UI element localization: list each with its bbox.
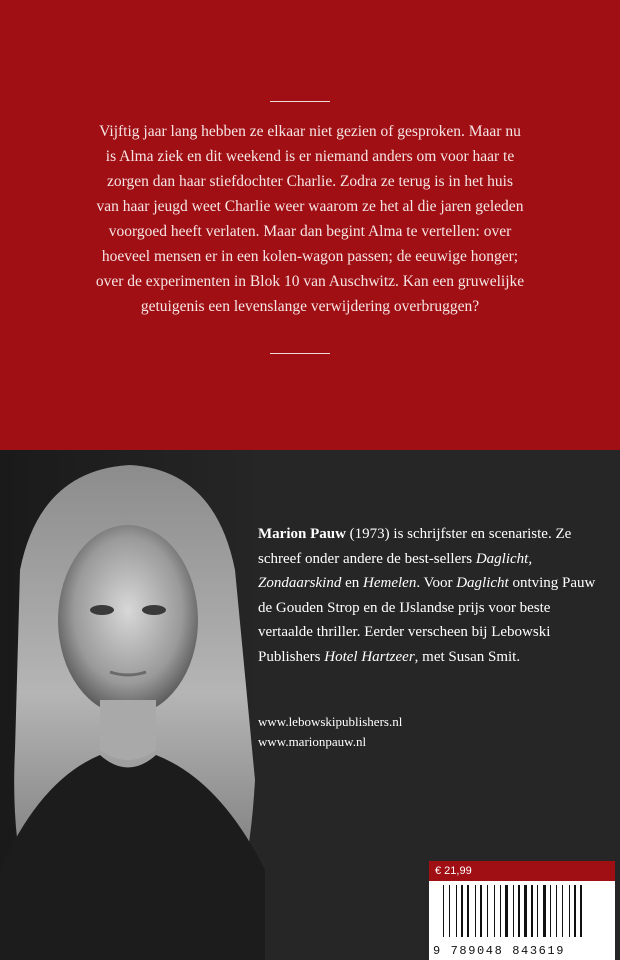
author-name: Marion Pauw: [258, 526, 346, 542]
barcode-bar: [487, 885, 488, 937]
barcode-bar: [562, 885, 563, 937]
author-bio: Marion Pauw (1973) is schrijfster en scenariste. Ze schreef onder andere de best-sellers Daglicht, Zondaarskind en Hemelen. Voor Daglicht ontving Pauw de Gouden Strop en de IJslandse prijs voor beste vertaalde thriller. Eerder verscheen bij Lebowski Publishers Hotel Hartzeer, met Susan Smit.: [258, 526, 596, 665]
barcode-bar: [513, 885, 514, 937]
barcode-bar: [543, 885, 546, 937]
author-photo: [0, 450, 265, 960]
isbn-barcode: [429, 881, 615, 960]
barcode-bar: [461, 885, 463, 937]
barcode-bar: [550, 885, 551, 937]
barcode-bars: [429, 881, 615, 941]
website-links: [258, 712, 558, 752]
barcode-bar: [494, 885, 495, 937]
barcode-bar: [500, 885, 501, 937]
top-divider: [270, 101, 330, 102]
barcode-bar: [518, 885, 520, 937]
barcode-bar: [449, 885, 450, 937]
barcode-bar: [556, 885, 557, 937]
book-title: Hemelen: [363, 575, 417, 591]
barcode-bar: [524, 885, 527, 937]
book-title: Zondaarskind: [258, 575, 342, 591]
barcode-bar: [537, 885, 538, 937]
barcode-bar: [505, 885, 508, 937]
barcode-bar: [569, 885, 570, 937]
barcode-bar: [456, 885, 457, 937]
isbn-number: 9 789048 843619: [433, 944, 566, 958]
top-panel: [0, 0, 620, 450]
barcode-bar: [580, 885, 582, 937]
bottom-divider: [270, 353, 330, 354]
barcode-bar: [475, 885, 476, 937]
book-blurb: Vijftig jaar lang hebben ze elkaar niet gezien of gesproken. Maar nu is Alma ziek en dit weekend is er niemand anders om voor haar te zorgen dan haar stiefdochter Charlie. Zodra ze terug is in het huis van haar jeugd weet Charlie weer waarom ze het al die jaren geleden voorgoed heeft verlaten. Maar dan begint Alma te vertellen: over hoeveel mensen er in een kolen-wagon passen; de eeuwige honger; over de experimenten in Blok 10 van Auschwitz. Kan een gruwelijke getuigenis een levenslange verwijdering overbruggen?: [95, 123, 525, 315]
book-title: Hotel Hartzeer: [324, 648, 415, 665]
barcode-bar: [467, 885, 469, 937]
author-link[interactable]: www.marionpauw.nl: [258, 734, 367, 749]
barcode-bar: [480, 885, 482, 937]
book-title: Daglicht: [475, 550, 529, 567]
barcode-bar: [443, 885, 444, 937]
barcode-bar: [531, 885, 533, 937]
publisher-link[interactable]: www.lebowskipublishers.nl: [258, 714, 403, 729]
price-label: € 21,99: [429, 861, 615, 881]
book-title: Daglicht: [456, 575, 509, 591]
barcode-bar: [574, 885, 576, 937]
